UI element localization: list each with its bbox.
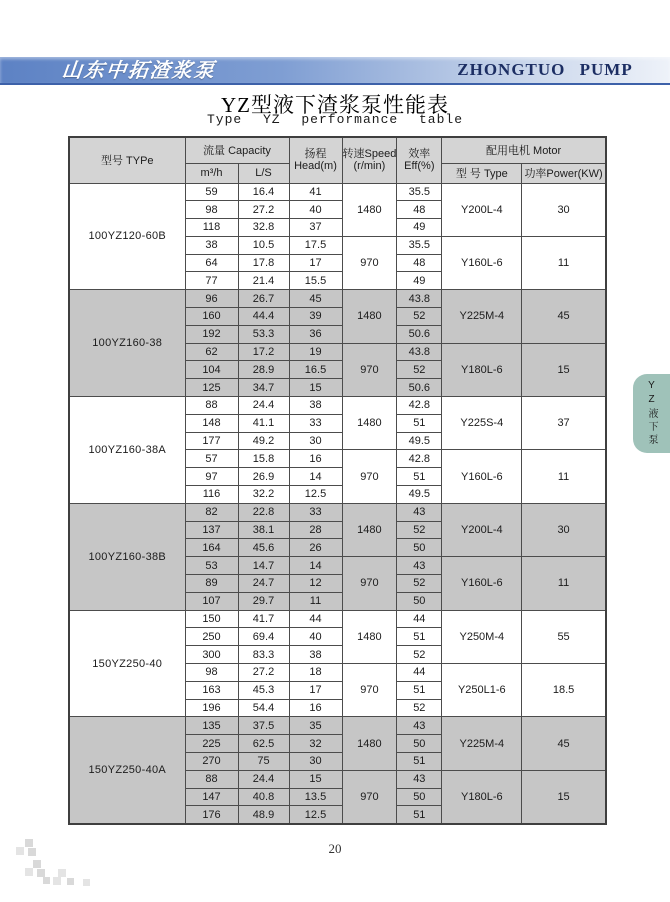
eff-cell: 43.8 — [397, 290, 442, 308]
table-row — [69, 397, 606, 415]
motor-power-cell: 11 — [522, 557, 606, 610]
flow-cell: 150 — [185, 610, 238, 628]
head-cell: 13.5 — [289, 788, 342, 806]
eff-cell: 52 — [397, 575, 442, 593]
flow-cell: 148 — [185, 414, 238, 432]
flow-cell: 88 — [185, 770, 238, 788]
head-cell: 15.5 — [289, 272, 342, 290]
ls-cell: 24.7 — [238, 575, 289, 593]
eff-cell: 52 — [397, 646, 442, 664]
col-header-model: 型号 TYPe — [69, 137, 185, 183]
decor-square — [16, 847, 24, 855]
ls-cell: 22.8 — [238, 503, 289, 521]
col-header-speed — [342, 137, 397, 183]
head-cell: 36 — [289, 325, 342, 343]
motor-type-cell: Y200L-4 — [442, 183, 522, 236]
col-header-capacity-m3h: m³/h — [185, 163, 238, 183]
flow-cell: 163 — [185, 681, 238, 699]
ls-cell: 69.4 — [238, 628, 289, 646]
ls-cell: 29.7 — [238, 592, 289, 610]
flow-cell: 104 — [185, 361, 238, 379]
table-row — [69, 717, 606, 735]
decor-square — [28, 848, 36, 856]
motor-power-cell: 45 — [522, 717, 606, 770]
ls-cell: 53.3 — [238, 325, 289, 343]
model-cell: 100YZ160-38A — [69, 397, 185, 504]
eff-cell: 50 — [397, 592, 442, 610]
ls-cell: 28.9 — [238, 361, 289, 379]
ls-cell: 48.9 — [238, 806, 289, 824]
table-row — [69, 183, 606, 201]
model-cell: 100YZ160-38B — [69, 503, 185, 610]
eff-cell: 50 — [397, 539, 442, 557]
decor-square — [37, 869, 45, 877]
flow-cell: 192 — [185, 325, 238, 343]
col-header-eff-cn: 效率 — [408, 148, 431, 161]
eff-cell: 51 — [397, 753, 442, 771]
head-cell: 40 — [289, 628, 342, 646]
eff-cell: 49.5 — [397, 486, 442, 504]
head-cell: 14 — [289, 557, 342, 575]
motor-type-cell: Y225S-4 — [442, 397, 522, 450]
ls-cell: 32.2 — [238, 486, 289, 504]
head-cell: 35 — [289, 717, 342, 735]
col-header-motor-type: 型 号 Type — [442, 163, 522, 183]
flow-cell: 77 — [185, 272, 238, 290]
eff-cell: 43.8 — [397, 343, 442, 361]
ls-cell: 27.2 — [238, 201, 289, 219]
flow-cell: 300 — [185, 646, 238, 664]
performance-table-body — [69, 183, 606, 824]
decor-square — [83, 879, 90, 886]
flow-cell: 125 — [185, 379, 238, 397]
decor-square — [25, 839, 33, 847]
head-cell: 17.5 — [289, 236, 342, 254]
brand-name: ZHONGTUO PUMP — [457, 60, 633, 79]
head-cell: 12.5 — [289, 806, 342, 824]
col-header-head-cn: 扬程 — [304, 148, 327, 161]
head-cell: 37 — [289, 219, 342, 237]
eff-cell: 51 — [397, 468, 442, 486]
flow-cell: 38 — [185, 236, 238, 254]
motor-type-cell: Y225M-4 — [442, 290, 522, 343]
ls-cell: 37.5 — [238, 717, 289, 735]
flow-cell: 137 — [185, 521, 238, 539]
ls-cell: 27.2 — [238, 664, 289, 682]
ls-cell: 34.7 — [238, 379, 289, 397]
motor-power-cell: 15 — [522, 343, 606, 396]
head-cell: 38 — [289, 397, 342, 415]
ls-cell: 21.4 — [238, 272, 289, 290]
motor-power-cell: 55 — [522, 610, 606, 663]
motor-type-cell: Y250L1-6 — [442, 664, 522, 717]
head-cell: 28 — [289, 521, 342, 539]
flow-cell: 97 — [185, 468, 238, 486]
decor-square — [43, 877, 50, 884]
eff-cell: 50.6 — [397, 325, 442, 343]
flow-cell: 147 — [185, 788, 238, 806]
head-cell: 19 — [289, 343, 342, 361]
eff-cell: 49 — [397, 272, 442, 290]
eff-cell: 44 — [397, 610, 442, 628]
eff-cell: 48 — [397, 254, 442, 272]
col-header-capacity-ls: L/S — [238, 163, 289, 183]
flow-cell: 82 — [185, 503, 238, 521]
flow-cell: 53 — [185, 557, 238, 575]
ls-cell: 24.4 — [238, 770, 289, 788]
col-header-head-en: Head(m) — [294, 160, 337, 173]
performance-table-head — [69, 137, 606, 183]
motor-type-cell: Y180L-6 — [442, 770, 522, 823]
ls-cell: 26.7 — [238, 290, 289, 308]
flow-cell: 176 — [185, 806, 238, 824]
flow-cell: 98 — [185, 664, 238, 682]
speed-cell: 1480 — [342, 183, 397, 236]
flow-cell: 88 — [185, 397, 238, 415]
ls-cell: 54.4 — [238, 699, 289, 717]
col-header-eff — [397, 137, 442, 183]
eff-cell: 42.8 — [397, 397, 442, 415]
speed-cell: 1480 — [342, 397, 397, 450]
eff-cell: 52 — [397, 308, 442, 326]
model-cell: 100YZ120-60B — [69, 183, 185, 290]
table-row — [69, 610, 606, 628]
flow-cell: 64 — [185, 254, 238, 272]
flow-cell: 177 — [185, 432, 238, 450]
ls-cell: 17.8 — [238, 254, 289, 272]
head-cell: 17 — [289, 254, 342, 272]
head-cell: 18 — [289, 664, 342, 682]
head-cell: 38 — [289, 646, 342, 664]
eff-cell: 51 — [397, 806, 442, 824]
performance-table — [68, 136, 607, 825]
eff-cell: 35.5 — [397, 183, 442, 201]
col-header-capacity: 流量 Capacity — [185, 137, 289, 163]
company-logo-text: 山东中拓渣浆泵 — [60, 58, 218, 82]
flow-cell: 160 — [185, 308, 238, 326]
decor-square — [25, 868, 33, 876]
ls-cell: 45.3 — [238, 681, 289, 699]
motor-type-cell: Y160L-6 — [442, 236, 522, 289]
motor-type-cell: Y160L-6 — [442, 557, 522, 610]
head-cell: 30 — [289, 432, 342, 450]
ls-cell: 10.5 — [238, 236, 289, 254]
flow-cell: 250 — [185, 628, 238, 646]
ls-cell: 38.1 — [238, 521, 289, 539]
head-cell: 26 — [289, 539, 342, 557]
eff-cell: 52 — [397, 699, 442, 717]
head-cell: 12 — [289, 575, 342, 593]
col-header-motor-power: 功率Power(KW) — [522, 163, 606, 183]
page-subtitle: Type YZ performance table — [206, 112, 464, 127]
head-cell: 16.5 — [289, 361, 342, 379]
motor-type-cell: Y180L-6 — [442, 343, 522, 396]
eff-cell: 42.8 — [397, 450, 442, 468]
head-cell: 15 — [289, 379, 342, 397]
flow-cell: 118 — [185, 219, 238, 237]
ls-cell: 83.3 — [238, 646, 289, 664]
speed-cell: 970 — [342, 557, 397, 610]
ls-cell: 45.6 — [238, 539, 289, 557]
motor-power-cell: 15 — [522, 770, 606, 823]
eff-cell: 35.5 — [397, 236, 442, 254]
motor-type-cell: Y160L-6 — [442, 450, 522, 503]
decor-square — [53, 877, 61, 885]
motor-power-cell: 18.5 — [522, 664, 606, 717]
head-cell: 44 — [289, 610, 342, 628]
head-cell: 32 — [289, 735, 342, 753]
eff-cell: 51 — [397, 628, 442, 646]
flow-cell: 164 — [185, 539, 238, 557]
speed-cell: 970 — [342, 770, 397, 823]
eff-cell: 50.6 — [397, 379, 442, 397]
flow-cell: 57 — [185, 450, 238, 468]
head-cell: 45 — [289, 290, 342, 308]
ls-cell: 26.9 — [238, 468, 289, 486]
eff-cell: 49.5 — [397, 432, 442, 450]
motor-type-cell: Y225M-4 — [442, 717, 522, 770]
motor-power-cell: 11 — [522, 236, 606, 289]
eff-cell: 44 — [397, 664, 442, 682]
head-cell: 12.5 — [289, 486, 342, 504]
motor-power-cell: 30 — [522, 503, 606, 556]
flow-cell: 107 — [185, 592, 238, 610]
speed-cell: 970 — [342, 664, 397, 717]
col-header-head — [289, 137, 342, 183]
ls-cell: 15.8 — [238, 450, 289, 468]
head-cell: 15 — [289, 770, 342, 788]
ls-cell: 17.2 — [238, 343, 289, 361]
speed-cell: 970 — [342, 236, 397, 289]
ls-cell: 44.4 — [238, 308, 289, 326]
speed-cell: 1480 — [342, 717, 397, 770]
head-cell: 33 — [289, 414, 342, 432]
speed-cell: 970 — [342, 343, 397, 396]
decor-square — [67, 878, 74, 885]
motor-type-cell: Y200L-4 — [442, 503, 522, 556]
ls-cell: 32.8 — [238, 219, 289, 237]
head-cell: 39 — [289, 308, 342, 326]
table-row — [69, 503, 606, 521]
head-cell: 17 — [289, 681, 342, 699]
speed-cell: 1480 — [342, 503, 397, 556]
ls-cell: 16.4 — [238, 183, 289, 201]
col-header-motor: 配用电机 Motor — [442, 137, 606, 163]
head-cell: 30 — [289, 753, 342, 771]
flow-cell: 59 — [185, 183, 238, 201]
ls-cell: 49.2 — [238, 432, 289, 450]
col-header-speed-cn: 转速Speed — [342, 148, 397, 161]
side-index-tab[interactable]: YZ液下泵 — [633, 374, 670, 453]
flow-cell: 62 — [185, 343, 238, 361]
head-cell: 33 — [289, 503, 342, 521]
col-header-speed-unit: (r/min) — [353, 160, 386, 173]
eff-cell: 43 — [397, 503, 442, 521]
ls-cell: 75 — [238, 753, 289, 771]
eff-cell: 52 — [397, 361, 442, 379]
flow-cell: 89 — [185, 575, 238, 593]
speed-cell: 1480 — [342, 610, 397, 663]
eff-cell: 50 — [397, 788, 442, 806]
eff-cell: 43 — [397, 557, 442, 575]
ls-cell: 40.8 — [238, 788, 289, 806]
table-row — [69, 290, 606, 308]
motor-power-cell: 30 — [522, 183, 606, 236]
ls-cell: 24.4 — [238, 397, 289, 415]
speed-cell: 1480 — [342, 290, 397, 343]
head-cell: 11 — [289, 592, 342, 610]
head-cell: 16 — [289, 699, 342, 717]
eff-cell: 50 — [397, 735, 442, 753]
flow-cell: 225 — [185, 735, 238, 753]
model-cell: 150YZ250-40A — [69, 717, 185, 824]
head-cell: 16 — [289, 450, 342, 468]
head-cell: 40 — [289, 201, 342, 219]
eff-cell: 43 — [397, 717, 442, 735]
motor-power-cell: 11 — [522, 450, 606, 503]
motor-power-cell: 45 — [522, 290, 606, 343]
eff-cell: 51 — [397, 681, 442, 699]
ls-cell: 41.7 — [238, 610, 289, 628]
ls-cell: 41.1 — [238, 414, 289, 432]
motor-type-cell: Y250M-4 — [442, 610, 522, 663]
flow-cell: 135 — [185, 717, 238, 735]
flow-cell: 98 — [185, 201, 238, 219]
page-title: YZ型液下渣浆泵性能表 — [221, 93, 449, 117]
model-cell: 150YZ250-40 — [69, 610, 185, 717]
flow-cell: 116 — [185, 486, 238, 504]
col-header-eff-en: Eff(%) — [404, 160, 435, 173]
head-cell: 41 — [289, 183, 342, 201]
speed-cell: 970 — [342, 450, 397, 503]
eff-cell: 51 — [397, 414, 442, 432]
model-cell: 100YZ160-38 — [69, 290, 185, 397]
flow-cell: 270 — [185, 753, 238, 771]
page-number: 20 — [328, 841, 342, 856]
eff-cell: 48 — [397, 201, 442, 219]
decor-square — [33, 860, 41, 868]
ls-cell: 14.7 — [238, 557, 289, 575]
head-cell: 14 — [289, 468, 342, 486]
eff-cell: 49 — [397, 219, 442, 237]
flow-cell: 196 — [185, 699, 238, 717]
ls-cell: 62.5 — [238, 735, 289, 753]
flow-cell: 96 — [185, 290, 238, 308]
eff-cell: 52 — [397, 521, 442, 539]
decor-square — [58, 869, 66, 877]
motor-power-cell: 37 — [522, 397, 606, 450]
eff-cell: 43 — [397, 770, 442, 788]
